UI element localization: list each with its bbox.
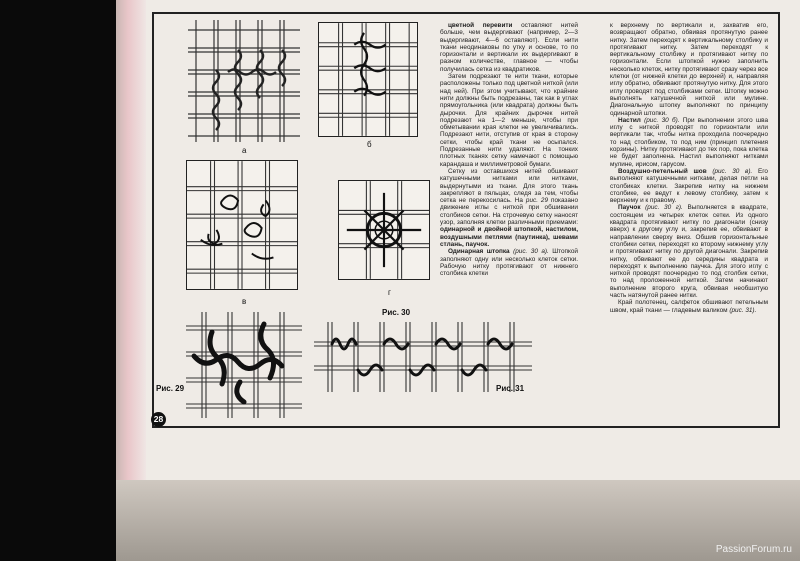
paragraph-3 <box>440 168 578 248</box>
term-spider: Паучок <box>618 204 641 212</box>
paragraph-2: Затем подрезают те нити ткани, которые расположены только под цветной ниткой (или над ней). При этом учитывают, что крайние нити должны быть подрезаны, так как в углах прямоугольника (или квадрата) должны быть дырочки. Для крайних дырочек нитей подрезают на 1—2 меньше, чтобы при обметывании края клетки не увеличивались. Подрезают нити, отступив от края в сторону сетки, чтобы край ткани не осыпался. Подрезанные нити удаляют. На тонких плотных тканях сетку намечают с помощью карандаша и миллиметровой бумаги. <box>440 73 578 168</box>
paragraph-7 <box>610 168 768 204</box>
page-edge-tint <box>116 0 146 480</box>
figure-31 <box>314 322 532 392</box>
paragraph-9 <box>610 299 768 314</box>
figure-label-b: б <box>367 140 372 149</box>
figure-ref-30g: (рис. 30 г). <box>640 204 683 212</box>
figure-label-g: г <box>388 288 391 297</box>
paragraph-5: к верхнему по вертикали и, захватив его, возвращают обратно, обвивая протянутую ранее нитку. Затем переходят к вертикальному столбику и протягивают нитку. Затем переходят к вертикальному столбику и протягивают нитку по горизонтали. Если штопкой нужно заполнить несколько клеток, нитку протягивают сразу через все клетки (от нижней клетки до верхней) и, направляя иглу обратно, обвивают протянутую нитку. Для этого иглу проводят под столбиками сетки. Штопку можно выполнять катушечной ниткой или мулине. Диагональную штопку выполняют по принципу одинарной штопки. <box>610 22 769 117</box>
figure-label-a: а <box>242 146 247 155</box>
technique-list: одинарной и двойной штопкой, настилом, воздушными петлями (паутинка), шевами стлань, паучок. <box>440 226 578 248</box>
figure-ref-30b: (рис. 30 б). <box>640 116 680 124</box>
figure-ref-31: (рис. 31). <box>729 306 757 314</box>
figure-29g <box>338 180 430 280</box>
term-color-twist: цветной перевити <box>448 22 513 29</box>
figure-label-v: в <box>242 297 247 306</box>
paragraph-7-text: Его выполняют катушечными нитками, делая петли на столбиках клетки. Закрепив нитку на нижнем столбике, ее ведут к левому столбику, затем к верхнему и к правому. <box>610 167 768 205</box>
paragraph-6 <box>610 117 768 168</box>
figure-ref-30a: (рис. 30 а). <box>509 248 549 256</box>
paragraph-4 <box>440 248 578 277</box>
paragraph-1-text: оставляют нитей больше, чем выдергивают (например, 2—3 выдергивают, 4—6 оставляют). Если нити ткани неодинаковы по утку и основе, то по горизонтали и вертикали их выдергивают в разном количестве, главное — чтобы получилась сетка из квадратиков. <box>440 22 578 73</box>
text-column-2 <box>610 22 768 314</box>
magazine-page <box>116 0 800 480</box>
figure-29a <box>188 20 300 142</box>
paragraph-8-text: Выполняется в квадрате, состоящем из четырех клеток сетки. Из одного квадрата протягивают нитку по диагонали (снизу вверх) к другому углу и, закрепив ее, обвивают в направлении сверху вниз. Обшив горизонтальные столбики сетки, переходят ко второму нижнему углу и протягивают нитку по другой диагонали. Закрепив нитку, обвивают ее до середины квадрата и переходят к выполнению паучка. Для этого иглу с ниткой проводят поочередно то под столбик сетки, то над проложенной ниткой. Затем начинают выполнение второго круга, обвивая необшитую часть натянутой ранее нитки. <box>610 204 769 299</box>
figure-ref-30v: (рис. 30 в). <box>706 167 753 175</box>
term-nastil: Настил <box>618 116 641 124</box>
watermark: PassionForum.ru <box>715 544 792 555</box>
figure-ref-29: рис. 29 <box>525 197 549 205</box>
text-column-1 <box>440 22 578 277</box>
scanned-magazine-spread <box>116 0 800 561</box>
figure-29v <box>186 160 298 290</box>
figure-29b <box>318 22 418 137</box>
figure-31-caption: Рис. 31 <box>496 384 525 393</box>
paragraph-1 <box>440 22 578 73</box>
paragraph-8 <box>610 204 768 299</box>
figure-29-caption: Рис. 29 <box>156 384 185 393</box>
figure-30-caption: Рис. 30 <box>382 308 411 317</box>
paragraph-6-text: При выполнении этого шва иглу с ниткой проводят по горизонтали или вертикали так, чтобы нитка проходила поочередно то над столбиком, то под ним (принцип плетения корзины). Нитку протягивают до тех пор, пока клетка не будет заполнена. Настил выполняют нитками мулине, ирисом, гарусом. <box>610 116 768 168</box>
term-air-loop-stitch: Воздушно-петельный шов <box>618 167 707 175</box>
term-single-darning: Одинарная штопка <box>448 248 510 256</box>
page-number: 28 <box>151 412 166 427</box>
paragraph-9-text: Край полотенец, салфеток обшивают петельным швом, край ткани — гладевым валиком <box>610 299 768 314</box>
paragraph-3-text-a: Сетку из оставшихся нитей обшивают катушечными нитками или нитками, выдернутыми из ткани. Для этого ткань закрепляют в пяльцах, следя за тем, чтобы сетка не перекосилась. На <box>440 167 578 205</box>
figure-29 <box>186 312 302 418</box>
paragraph-3-text-b: показано движение иглы с ниткой при обшивании столбиков сетки. На строчевую сетку наносят узор, заполняя клетки различными приемами: <box>440 197 578 227</box>
scanner-bed-shadow <box>116 480 800 561</box>
paragraph-4-text: Штопкой заполняют одну или несколько клеток сетки. Рабочую нитку протягивают от нижнего столбика клетки <box>440 248 579 278</box>
